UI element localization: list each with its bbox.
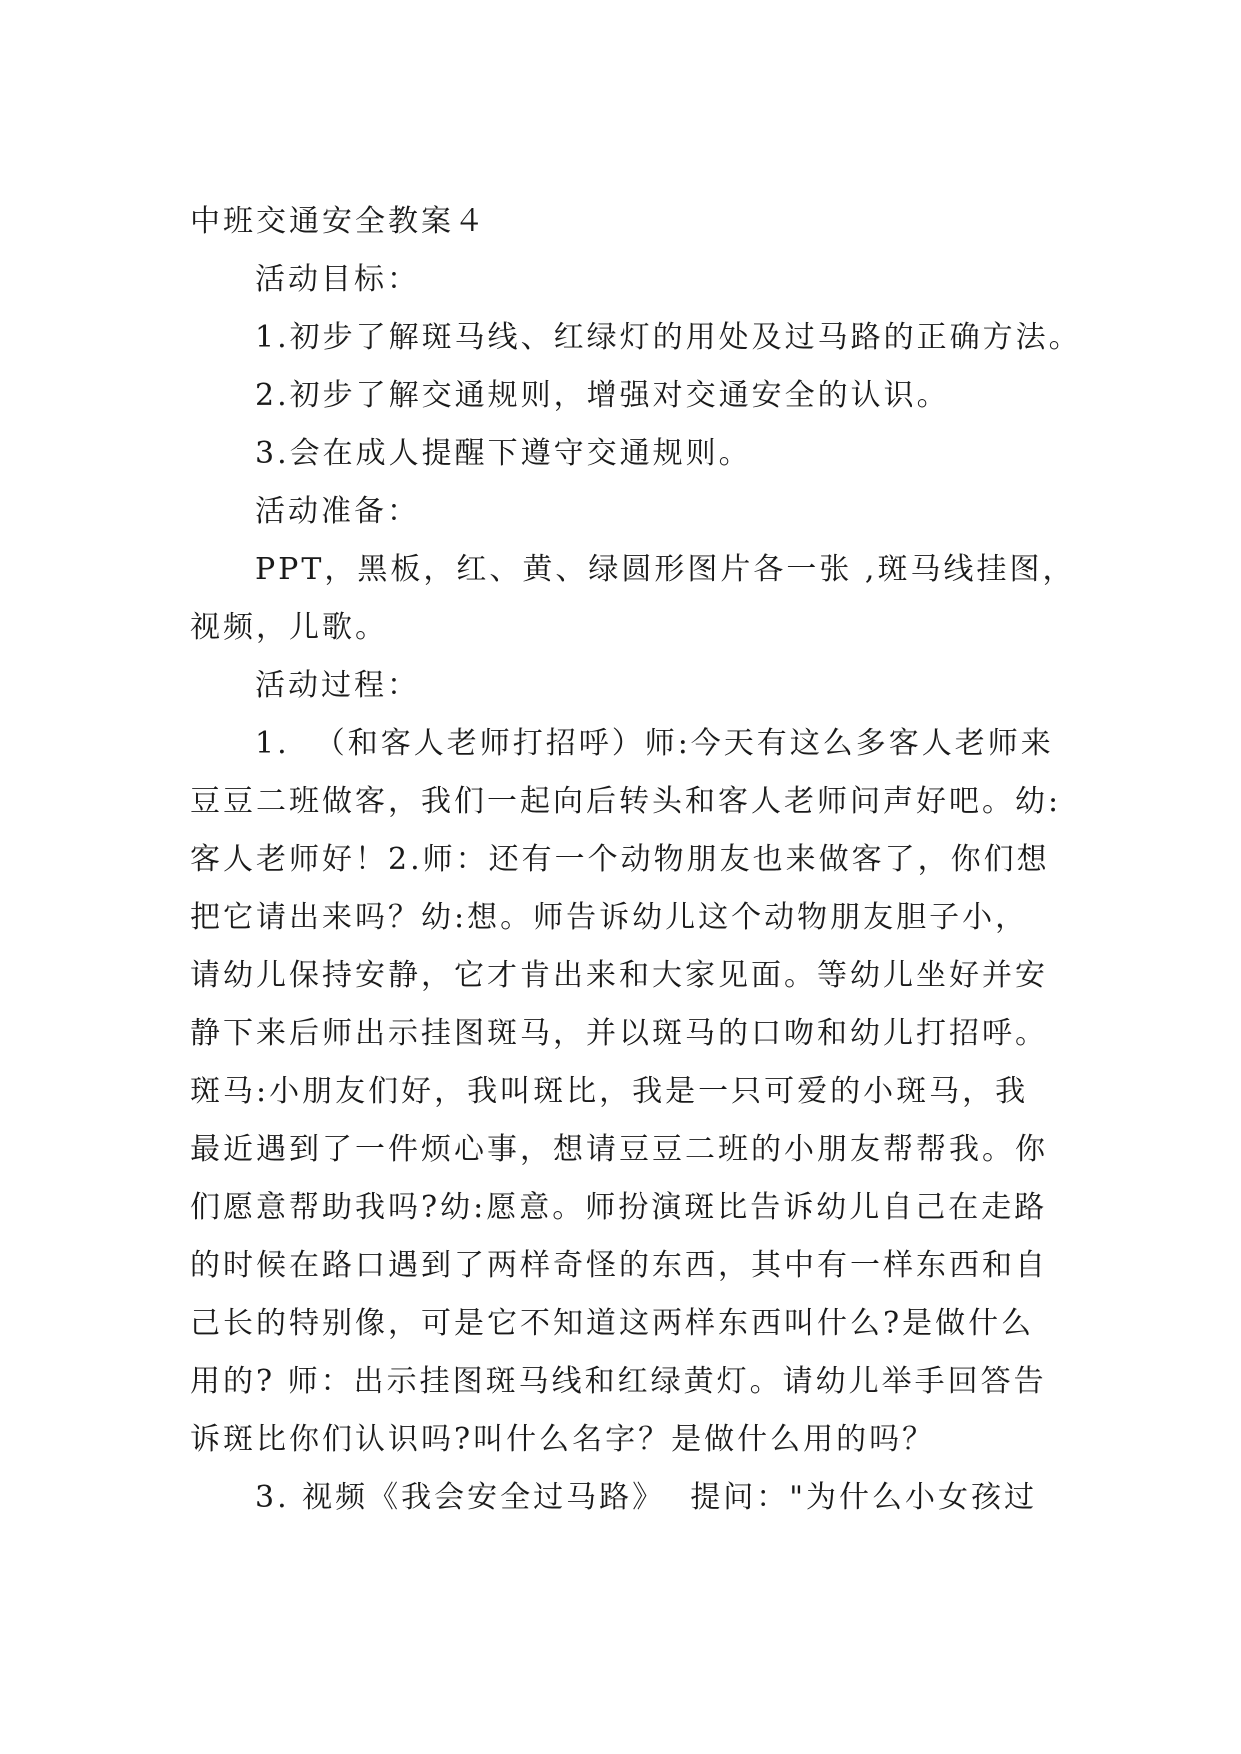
process-text-line: 最近遇到了一件烦心事，想请豆豆二班的小朋友帮帮我。你 <box>190 1132 1048 1167</box>
process-text-line: 把它请出来吗？幼:想。师告诉幼儿这个动物朋友胆子小， <box>190 900 1029 935</box>
preparation-text-line: 视频，儿歌。 <box>190 610 388 645</box>
document-title: 中班交通安全教案４ <box>190 204 487 239</box>
process-text-line: 用的? 师：出示挂图斑马线和红绿黄灯。请幼儿举手回答告 <box>190 1364 1047 1399</box>
process-text-line: 们愿意帮助我吗?幼:愿意。师扮演斑比告诉幼儿自己在走路 <box>190 1190 1048 1225</box>
process-text-line: 诉斑比你们认识吗?叫什么名字？是做什么用的吗？ <box>190 1422 936 1457</box>
process-text-line: 己长的特别像，可是它不知道这两样东西叫什么?是做什么 <box>190 1306 1035 1341</box>
process-text-line: 1. （和客人老师打招呼）师:今天有这么多客人老师来 <box>255 726 1054 761</box>
process-text-line: 客人老师好！2.师：还有一个动物朋友也来做客了，你们想 <box>190 842 1050 877</box>
goal-item-2: 2.初步了解交通规则，增强对交通安全的认识。 <box>255 378 950 413</box>
goal-item-3: 3.会在成人提醒下遵守交通规则。 <box>255 436 752 471</box>
section-heading-preparation: 活动准备： <box>255 494 420 529</box>
goal-item-1: 1.初步了解斑马线、红绿灯的用处及过马路的正确方法。 <box>255 320 1082 355</box>
process-text-line: 3. 视频《我会安全过马路》 提问："为什么小女孩过 <box>255 1480 1038 1515</box>
section-heading-goals: 活动目标： <box>255 262 420 297</box>
process-text-line: 豆豆二班做客，我们一起向后转头和客人老师问声好吧。幼: <box>190 784 1062 819</box>
section-heading-process: 活动过程： <box>255 668 420 703</box>
process-text-line: 的时候在路口遇到了两样奇怪的东西，其中有一样东西和自 <box>190 1248 1048 1283</box>
process-text-line: 斑马:小朋友们好，我叫斑比，我是一只可爱的小斑马，我 <box>190 1074 1029 1109</box>
process-text-line: 请幼儿保持安静，它才肯出来和大家见面。等幼儿坐好并安 <box>190 958 1048 993</box>
preparation-text-line: PPT，黑板，红、黄、绿圆形图片各一张 ,斑马线挂图， <box>255 552 1076 587</box>
process-text-line: 静下来后师出示挂图斑马，并以斑马的口吻和幼儿打招呼。 <box>190 1016 1048 1051</box>
